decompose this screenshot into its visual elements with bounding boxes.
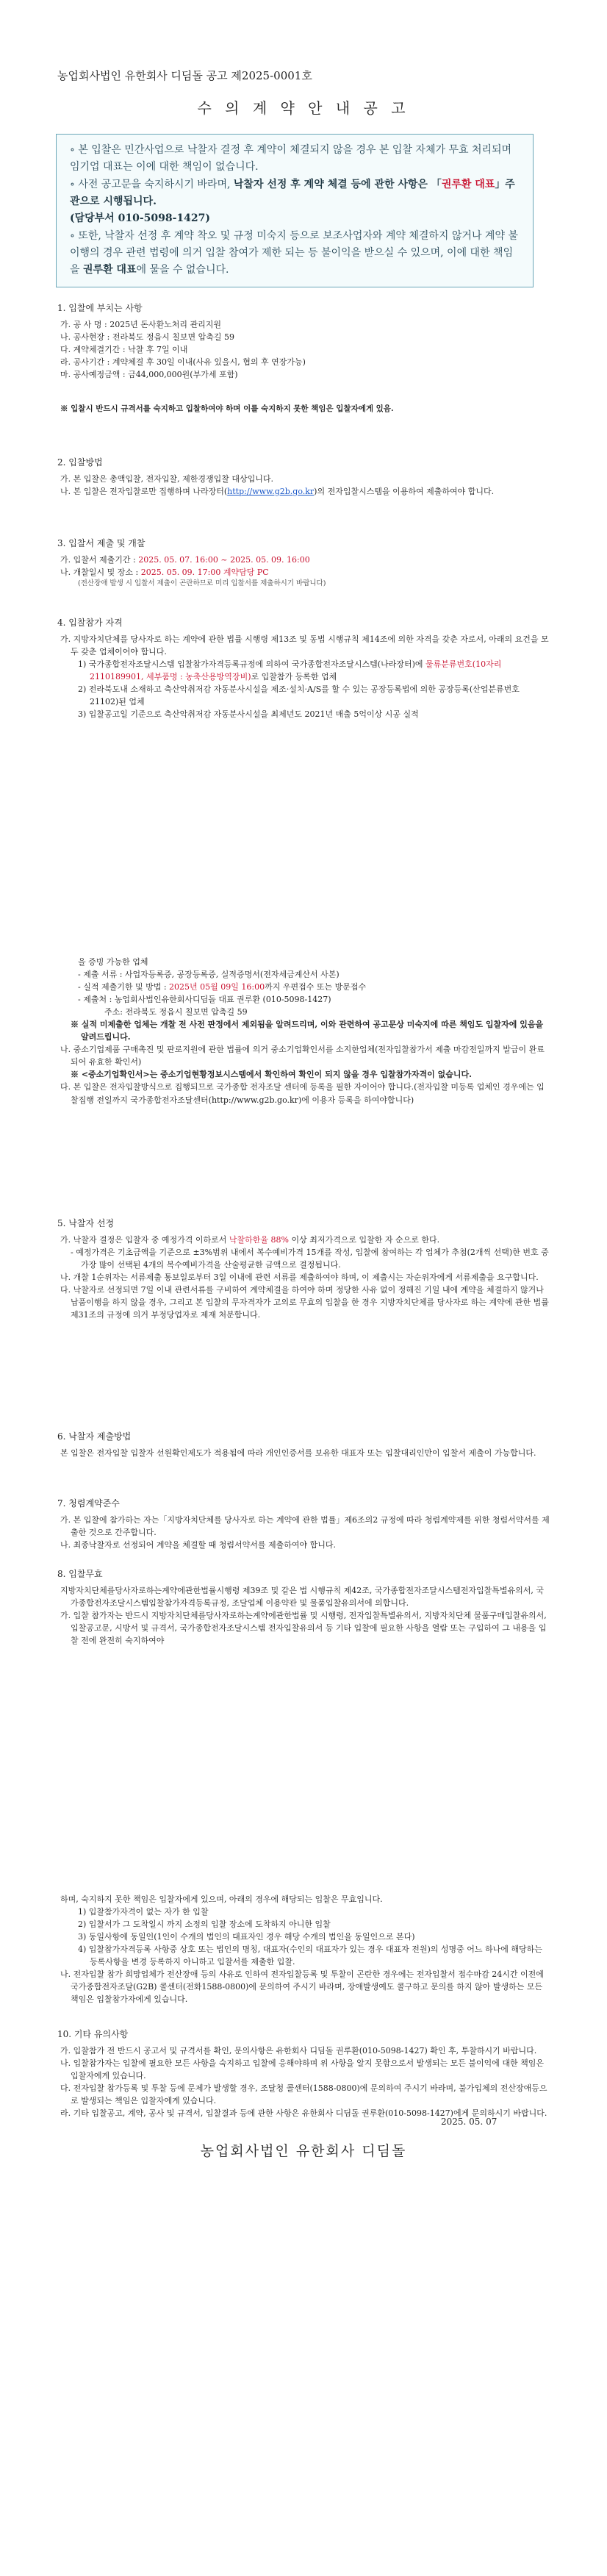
section-1-item: 마. 공사예정금액 : 금44,000,000원(부가세 포함) (60, 369, 238, 379)
section-5-item: 나. 개찰 1순위자는 서류제출 통보일로부터 3일 이내에 관련 서류를 제출하여야 하며, 이 제출시는 자순위자에게 서류제출을 요구합니다. (60, 1272, 539, 1282)
section-4-docs: - 제출 서류 : 사업자등록증, 공장등록증, 실적증명서(전자세금계산서 사본) (78, 970, 340, 980)
section-3-title: 3. 입찰서 제출 및 개찰 (57, 538, 146, 548)
section-8-sub: 3) 동일사항에 동일인(1인이 수개의 법인의 대표자인 경우 해당 수개의 법인을 동일인으로 본다) (78, 1932, 415, 1942)
section-2-item: 가. 본 입찰은 총액입찰, 전자입찰, 제한경쟁입찰 대상입니다. (60, 473, 273, 484)
section-8 (57, 1567, 550, 1647)
section-2 (57, 456, 550, 498)
section-2-title: 2. 입찰방법 (57, 457, 103, 468)
section-3-item: 가. 입찰서 제출기간 : 2025. 05. 07. 16:00 ~ 2025. 05. 09. 16:00 (60, 554, 310, 565)
page-title: 수 의 계 약 안 내 공 고 (197, 99, 410, 117)
section-4-item: 가. 지방자치단체를 당사자로 하는 계약에 관한 법률 시행령 제13조 및 동법 시행규칙 제14조에 의한 자격을 갖춘 자로서, 아래의 요건을 모두 갖춘 업체이어야 합니다. (60, 634, 549, 656)
section-4-item: 나. 중소기업제품 구매촉진 및 판로지원에 관한 법률에 의거 중소기업확인서를 소지한업체(전자입찰참가서 제출 마감전일까지 발급이 완료되어 유효한 확인서) (60, 1045, 545, 1067)
section-3-item: 나. 개찰일시 및 장소 : 2025. 05. 09. 17:00 계약담당 PC (60, 567, 269, 577)
section-8-item: 하며, 숙지하지 못한 책임은 입찰자에게 있으며, 아래의 경우에 해당되는 입찰은 무효입니다. (60, 1895, 383, 1904)
section-4-sub: 1) 국가종합전자조달시스템 입찰참가자격등록규정에 의하여 국가종합전자조달시스템(나라장터)에 물류분류번호(10자리 2110189901, 세부품명 : 농축산용방역장비)로 입찰참가 등록한 업체 (78, 659, 502, 681)
notice-item-1: ∘ 본 입찰은 민간사업으로 낙찰자 결정 후 계약이 체결되지 않을 경우 본 입찰 자체가 무효 처리되며 임기업 대표는 이에 대한 책임이 없습니다. (70, 144, 512, 173)
section-5-item: 가. 낙찰자 결정은 입찰자 중 예정가격 이하로서 낙찰하한율 88% 이상 최저가격으로 입찰한 자 순으로 한다. (60, 1234, 440, 1245)
section-4-continued (57, 956, 550, 1106)
section-7-item: 나. 최종낙찰자로 선정되어 계약을 체결할 때 청렴서약서를 제출하여야 합니다. (60, 1539, 336, 1550)
section-10-item: 나. 입찰참가자는 입찰에 필요한 모든 사항을 숙지하고 입찰에 응해야하며 위 사항을 알지 못함으로서 발생되는 모든 불이익에 대한 책임은 입찰자에게 있습니다. (60, 2058, 544, 2081)
section-1-item: 다. 계약체결기간 : 낙찰 후 7일 이내 (60, 344, 188, 354)
announcement-date: 2025. 05. 07 (441, 2117, 498, 2127)
section-1-item: 가. 공 사 명 : 2025년 돈사환노처리 관리지원 (60, 319, 222, 329)
notice-item-2: ∘ 사전 공고문을 숙지하시기 바라며, 낙찰자 선정 후 계약 체결 등에 관한 사항은 「권루환 대표」주관으로 시행됩니다. (담당부서 010-5098-1427) (70, 179, 515, 224)
notice-item-3: ∘ 또한, 낙찰자 선정 후 계약 착오 및 규정 미숙지 등으로 보조사업자와 계약 체결하지 않거나 계약 불이행의 경우 관련 법령에 의거 입찰 참여가 제한 되는 등 불이익을 받으실 수 있으며, 이에 대한 책임을 권루환 대표에 물을 수 없습니다. (70, 230, 518, 276)
section-4-item: 다. 본 입찰은 전자입찰방식으로 집행되므로 국가종합 전자조달 센터에 등록을 필한 자이어야 합니다.(전자입찰 미등록 업체인 경우에는 입찰집행 전일까지 국가종합전자조달센터(http://www.g2b.go.kr)에 이용자 등록을 하여야합니다) (60, 1082, 545, 1105)
section-8-title: 8. 입찰무효 (57, 1569, 103, 1579)
section-4-warning: ※ 실적 미제출한 업체는 개찰 전 사전 판정에서 제외됨을 알려드리며, 이와 관련하여 공고문상 미숙지에 따른 책임도 입찰자에 있음을 알려드립니다. (71, 1020, 544, 1042)
section-1-title: 1. 입찰에 부치는 사항 (57, 303, 143, 313)
section-1 (57, 301, 550, 415)
section-7-item: 가. 본 입찰에 참가하는 자는「지방자치단체를 당사자로 하는 계약에 관한 법률」제6조의2 규정에 따라 청렴계약제를 위한 청렴서약서를 제출한 것으로 간주합니다. (60, 1514, 550, 1537)
section-8-continued (57, 1893, 550, 2006)
section-4-warning: ※ <중소기업확인서>는 중소기업현황정보시스템에서 확인하여 확인이 되지 않을 경우 입찰참가자격이 없습니다. (71, 1070, 472, 1080)
section-8-item: 지방자치단체를당사자로하는계약에관한법률시행령 제39조 및 같은 법 시행규칙 제42조, 국가종합전자조달시스템전자입찰특별유의서, 국가종합전자조달시스템입찰참가자격등록규정, 조달업체 이용약관 및 물품입찰유의서에 의합니다. (60, 1585, 545, 1608)
section-6 (57, 1430, 550, 1459)
section-4-docs: - 제출처 : 농업회사법인유한회사디딤돌 대표 권루환 (010-5098-1427) (78, 995, 331, 1005)
section-7-title: 7. 청렴계약준수 (57, 1498, 120, 1509)
section-5-item: 다. 낙찰자로 선정되면 7일 이내 관련서류를 구비하여 계약체결을 하여야 하며 정당한 사유 없이 정해진 기일 내에 계약을 체결하지 않거나 납품이행을 하지 않을 경우, 그리고 본 입찰의 무자격자가 고의로 무효의 입찰을 한 경우 지방자치단체를 당사자로 하는 계약에 관한 법률 제31조의 규정에 의거 부정당업자로 제재 처분합니다. (60, 1284, 549, 1320)
section-8-item: 가. 입찰 참가자는 반드시 지방자치단체를당사자로하는계약에관한법률 및 시행령, 전자입찰특별유의서, 지방자치단체 물품구매입찰유의서, 입찰공고문, 시방서 및 규격서, 국가종합전자조달시스템 전자입찰유의서 등 기타 입찰에 필요한 사항을 열람 또는 구입하여 그 내용을 입찰 전에 완전히 숙지하여야 (60, 1610, 547, 1645)
section-1-item: 나. 공사현장 : 전라북도 정읍시 칠보면 압축길 59 (60, 332, 234, 342)
section-10-title: 10. 기타 유의사항 (57, 2029, 129, 2039)
document-number: 농업회사법인 유한회사 디딤돌 공고 제2025-0001호 (57, 69, 312, 82)
section-4-docs: - 실적 제출기한 및 방법 : 2025년 05월 09일 16:00까지 우편접수 또는 방문접수 (78, 982, 367, 992)
contact-line: (담당부서 010-5098-1427) (70, 212, 210, 224)
section-4-sub: 2) 전라북도내 소재하고 축산악취저감 자동분사시설을 제조·설치·A/S를 할 수 있는 공장등록법에 의한 공장등록(산업분류번호 21102)된 업체 (78, 684, 520, 706)
section-7 (57, 1497, 550, 1551)
section-10-item: 가. 입찰참가 전 반드시 공고서 및 규격서를 확인, 문의사항은 유한회사 디딤돌 권루환(010-5098-1427) 확인 후, 투찰하시기 바랍니다. (60, 2045, 537, 2056)
section-5-note: - 예정가격은 기초금액을 기준으로 ±3%범위 내에서 복수예비가격 15개를 작성, 입찰에 참여하는 각 업체가 추첨(2개씩 선택)한 번호 중 가장 많이 선택된 4개의 복수예비가격을 산술평균한 금액으로 결정됩니다. (71, 1247, 549, 1270)
section-4-title: 4. 입찰참가 자격 (57, 618, 123, 628)
section-8-item: 나. 전자입찰 참가 희망업체가 전산장애 등의 사유로 인하여 전자입찰등록 및 투찰이 곤란한 경우에는 전자입찰서 접수마감 24시간 이전에 국가종합전자조달(G2B) 콜센터(전화1588-0800)에 문의하여 주시기 바라며, 장애발생예도 콜구하고 문의를 하지 않아 발생하는 모든 책임은 입찰참가자에게 있습니다. (60, 1969, 544, 2005)
section-10-item: 다. 전자입찰 참가등록 및 투찰 등에 문제가 발생할 경우, 조달청 콜센터(1588-0800)에 문의하여 주시기 바라며, 불가입체의 전산장애등으로 발생되는 책임은 입찰자에게 있습니다. (60, 2083, 547, 2105)
section-4-docs: 주소: 전라북도 정읍시 칠보면 압축길 59 (104, 1007, 248, 1017)
section-10 (57, 2028, 550, 2119)
section-1-warning: ※ 입찰시 반드시 규격서를 숙지하고 입찰하여야 하며 이를 숙지하지 못한 책임은 입찰자에게 있음. (60, 404, 394, 413)
section-1-item: 라. 공사기간 : 계약체결 후 30일 이내(사유 있을시, 협의 후 연장가능) (60, 357, 306, 367)
section-5-title: 5. 낙찰자 선정 (57, 1218, 115, 1228)
section-8-sub: 2) 입찰서가 그 도착일시 까지 소정의 입찰 장소에 도착하지 아니한 입찰 (78, 1920, 331, 1930)
section-2-item: 나. 본 입찰은 전자입찰로만 집행하며 나라장터(http://www.g2b.go.kr)의 전자입찰시스템을 이용하여 제출하여야 합니다. (60, 486, 495, 496)
section-5 (57, 1217, 550, 1321)
section-3 (57, 537, 550, 589)
section-4-sub: 3) 입찰공고일 기준으로 축산악취저감 자동분사시설을 최제년도 2021년 매출 5억이상 시공 실적 (78, 709, 419, 719)
notice-box (56, 134, 534, 287)
organization-name: 농업회사법인 유한회사 디딤돌 (200, 2143, 407, 2159)
section-6-item: 본 입찰은 전자입찰 입찰자 선원확인제도가 적용됨에 따라 개인인증서를 보유한 대표자 또는 입찰대리인만이 입찰서 제출이 가능합니다. (60, 1448, 536, 1458)
section-8-sub: 4) 입찰참가자격등록 사항중 상호 또는 법인의 명칭, 대표자(수인의 대표자가 있는 경우 대표자 전원)의 성명중 어느 하나에 해당하는 등록사항을 변경 등록하지 아니하고 입찰서를 제출한 입찰. (78, 1944, 542, 1967)
g2b-link[interactable]: http://www.g2b.go.kr (227, 486, 315, 496)
section-4-docs-title: 을 증빙 가능한 업체 (78, 957, 148, 967)
section-3-note: (전산장애 발생 시 입찰서 제출이 곤란하므로 미리 입찰서를 제출하시기 바랍니다) (78, 579, 326, 587)
section-10-item: 라. 기타 입찰공고, 계약, 공사 및 규격서, 입찰결과 등에 관한 사항은 유한회사 디딤돌 권루환(010-5098-1427)에게 문의하시기 바랍니다. (60, 2108, 547, 2118)
section-6-title: 6. 낙찰자 제출방법 (57, 1431, 132, 1442)
section-4 (57, 616, 550, 720)
section-8-sub: 1) 입찰참가자격이 없는 자가 한 입찰 (78, 1907, 209, 1917)
